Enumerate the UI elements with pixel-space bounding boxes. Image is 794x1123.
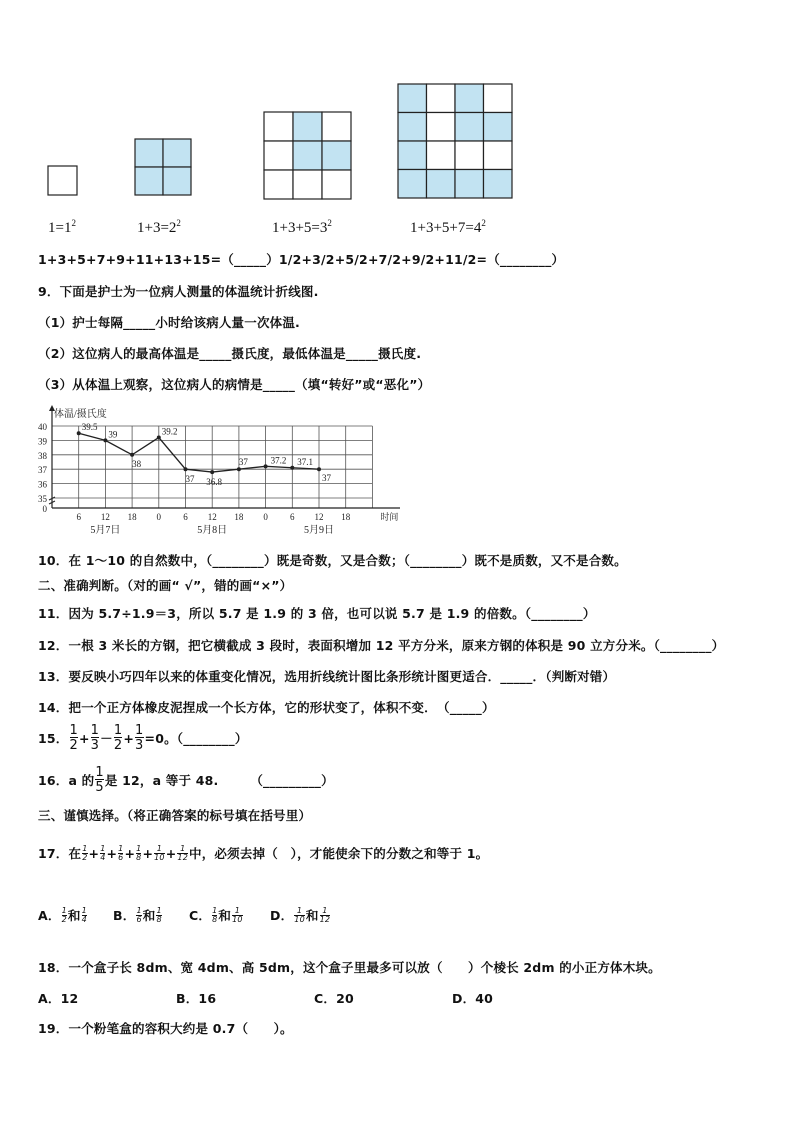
fraction: 1 12 [177,843,189,862]
q13: 13．要反映小巧四年以来的体重变化情况，选用折线统计图比条形统计图更适合．_____．（判断对错） [38,669,616,684]
q15-number: 15． [38,731,69,746]
q9-sub2: （2）这位病人的最高体温是_____摄氏度，最低体温是_____摄氏度. [38,346,422,361]
fraction: 1 4 [100,843,106,862]
data-point [290,466,294,470]
q16-suffix: 是 12，a 等于 48. （_________） [104,773,334,788]
q9-sub3: （3）从体温上观察，这位病人的病情是_____（填“转好”或“恶化”） [38,377,431,392]
fraction: $\frac{1}{2}$ [113,723,123,753]
q17-option-a[interactable]: A． 1 2 和 1 4 [38,905,87,924]
grid-cell [293,141,322,170]
grid-cell [427,170,456,199]
grid-cell [455,170,484,199]
data-point [237,467,241,471]
y-tick-label: 36 [38,479,47,490]
x-tick-label: 12 [207,512,217,522]
data-point [317,467,321,471]
y-axis-title: 体温/摄氏度 [54,409,107,420]
data-label: 39.2 [161,426,178,437]
data-point [210,470,214,474]
x-tick-label: 18 [341,512,351,522]
grid-cell [455,141,484,170]
grid-cell [455,113,484,142]
grid-cell [293,170,322,199]
x-tick-label: 18 [234,512,244,522]
square-pattern-4 [398,84,512,198]
operator: + [78,730,90,746]
grid-cell [264,112,293,141]
x-tick-label: 12 [100,512,110,522]
data-label: 39 [108,429,118,440]
grid-cell [427,84,456,113]
fraction: $\frac{1}{3}$ [90,723,100,753]
q15 [38,724,248,752]
y-tick-label: 40 [38,422,47,432]
fraction: $\frac{1}{5}$ [95,765,104,795]
section-choice-heading: 三、谨慎选择。（将正确答案的标号填在括号里） [38,808,312,823]
grid-cell [135,167,163,195]
fraction: $\frac{1}{3}$ [135,723,144,753]
odd-sum-question: 1+3+5+7+9+11+13+15=（_____）1/2+3/2+5/2+7/2+9/2+11/2=（________） [38,252,565,267]
q18-option-d[interactable]: D．40 [452,991,494,1006]
q18-option-a[interactable]: A．12 [38,991,79,1006]
x-tick-label: 6 [290,512,295,522]
data-point [77,431,81,435]
q18-option-b[interactable]: B．16 [176,991,217,1006]
grid-cell [484,141,513,170]
y-tick-label: 39 [38,436,47,447]
day-label: 5月7日 [90,525,121,535]
square-label-3: $1+3+5=3^2$ [272,218,332,236]
q17-option-c[interactable]: C． 1 8 和 1 10 [189,905,243,924]
grid-cell [484,113,513,142]
operator: + [123,730,135,746]
square-label-2: $1+3=2^2$ [137,218,181,236]
data-point [264,464,268,468]
data-label: 36.8 [206,477,222,488]
x-tick-label: 0 [156,512,162,522]
q17-option-b[interactable]: B． 1 6 和 1 8 [113,905,162,924]
data-point [130,453,134,457]
chart-grid [49,405,400,511]
operator: － [100,731,113,746]
grid-cell [264,141,293,170]
q11: 11．因为 5.7÷1.9＝3，所以 5.7 是 1.9 的 3 倍，也可以说 5.7 是 1.9 的倍数。（________） [38,606,596,621]
q9-title: 9．下面是护士为一位病人测量的体温统计折线图. [38,284,319,299]
y-tick-label: 35 [38,494,47,504]
data-label: 37.2 [270,455,287,466]
square-pattern-1 [48,166,77,195]
q17: 17．在 1 2 + 1 4 + 1 6 + 1 8 + 1 10 + 1 12 中，必须去掉（ ），才能使余下的分数之和等于 1。 [38,843,489,862]
q14: 14．把一个正方体橡皮泥捏成一个长方体，它的形状变了，体积不变． （_____） [38,700,495,715]
y-tick-label: 38 [38,450,47,461]
data-label: 37 [185,474,195,485]
q17-suffix: 中，必须去掉（ ），才能使余下的分数之和等于 1。 [189,846,489,861]
grid-cell [322,112,351,141]
x-tick-label: 6 [76,512,81,522]
square-label-4: $1+3+5+7=4^2$ [410,218,486,236]
grid-cell [427,113,456,142]
x-tick-label: 12 [314,512,324,522]
grid-cell [484,170,513,199]
data-label: 38 [132,458,142,469]
grid-cell [322,170,351,199]
grid-cell [163,167,191,195]
grid-cell [322,141,351,170]
grid-cell [264,170,293,199]
day-label: 5月9日 [304,525,334,535]
grid-cell [455,84,484,113]
grid-cell [398,84,427,113]
data-point [157,436,161,440]
grid-cell [293,112,322,141]
y-tick-label: 0 [42,504,47,514]
data-label: 37 [238,457,248,468]
day-label: 5月8日 [197,525,228,535]
fraction: 1 6 [118,843,124,862]
q16-prefix: 16．a 的 [38,773,95,788]
temperature-line-chart [30,405,400,535]
section-judgment-heading: 二、准确判断。（对的画“ √”，错的画“×”） [38,578,293,593]
square-patterns [0,70,794,240]
square-label-1: $1=1^2$ [48,218,76,236]
square-pattern-2 [135,139,191,195]
grid-cell [135,139,163,167]
grid-cell [398,170,427,199]
q9-sub1: （1）护士每隔_____小时给该病人量一次体温. [38,315,300,330]
data-label: 39.5 [81,422,98,433]
data-point [103,438,107,442]
x-axis-title: 时间 [380,512,399,522]
q12: 12．一根 3 米长的方钢，把它横截成 3 段时，表面积增加 12 平方分米，原来方钢的体积是 90 立方分米。（________） [38,638,725,653]
data-label: 37.1 [297,456,314,467]
q10: 10．在 1～10 的自然数中，（________）既是奇数，又是合数；（________）既不是质数，又不是合数。 [38,553,627,568]
grid-cell [163,139,191,167]
q16 [38,766,334,794]
fraction: 1 10 [154,843,165,862]
y-tick-label: 37 [38,465,47,476]
grid-cell [48,166,77,195]
data-label: 37 [322,473,331,484]
q15-tail: =0。（________） [144,731,248,746]
x-tick-label: 6 [183,512,188,522]
q17-option-d[interactable]: D． 1 10 和 1 12 [270,905,331,924]
fraction: 1 2 [82,843,88,862]
grid-cell [398,113,427,142]
fraction: $\frac{1}{2}$ [69,723,78,753]
square-pattern-3 [264,112,351,199]
x-tick-label: 0 [263,512,268,522]
q18: 18．一个盒子长 8dm、宽 4dm、高 5dm，这个盒子里最多可以放（ ）个棱长 2dm 的小正方体木块。 [38,960,661,975]
grid-cell [398,141,427,170]
q17-prefix: 17．在 [38,846,82,861]
x-tick-label: 18 [127,512,137,522]
data-point [184,467,188,471]
grid-cell [427,141,456,170]
q18-option-c[interactable]: C．20 [314,991,354,1006]
q19: 19．一个粉笔盒的容积大约是 0.7（ ）。 [38,1021,293,1036]
fraction: 1 8 [136,843,142,862]
grid-cell [484,84,513,113]
